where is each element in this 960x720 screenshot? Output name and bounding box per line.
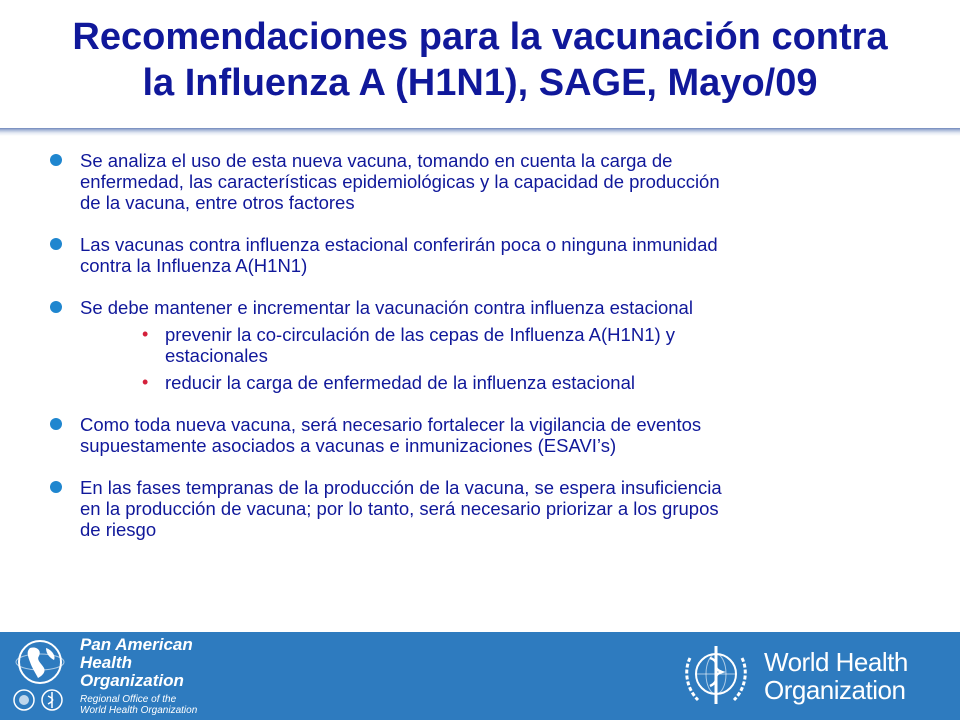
footer-bar	[0, 632, 960, 720]
bullet-line: supuestamente asociados a vacunas e inmunizaciones (ESAVI’s)	[80, 435, 617, 456]
who-name: World Health Organization	[764, 647, 908, 705]
bullet-dot	[50, 418, 62, 430]
bullet-dot	[50, 301, 62, 313]
sub-bullet-dot: •	[142, 324, 149, 344]
bullet-dot	[50, 481, 62, 493]
bullet-line: enfermedad, las características epidemiológicas y la capacidad de producción	[80, 171, 720, 192]
bullet-item	[50, 150, 920, 213]
sub-bullet-item	[50, 324, 920, 366]
bullet-line: Como toda nueva vacuna, será necesario fortalecer la vigilancia de eventos	[80, 414, 702, 435]
bullet-item	[50, 234, 920, 276]
paho-subtitle: Regional Office of the World Health Organization	[80, 694, 198, 716]
title-line-2: la Influenza A (H1N1), SAGE, Mayo/09	[142, 62, 818, 104]
bullet-item	[50, 414, 920, 456]
bullet-line: Se analiza el uso de esta nueva vacuna, tomando en cuenta la carga de	[80, 150, 673, 171]
paho-globe-logo-icon	[8, 638, 72, 714]
bullet-line: Se debe mantener e incrementar la vacunación contra influenza estacional	[80, 297, 693, 318]
who-emblem-icon	[676, 638, 756, 714]
bullet-dot	[50, 238, 62, 250]
sub-bullet-line: reducir la carga de enfermedad de la influenza estacional	[165, 372, 635, 393]
bullet-line: Las vacunas contra influenza estacional conferirán poca o ninguna inmunidad	[80, 234, 718, 255]
bullet-item	[50, 477, 920, 540]
bullet-line: En las fases tempranas de la producción de la vacuna, se espera insuficiencia	[80, 477, 722, 498]
bullet-list	[50, 150, 920, 540]
sub-bullet-dot: •	[142, 372, 149, 392]
title-divider	[0, 128, 960, 136]
bullet-line: en la producción de vacuna; por lo tanto, será necesario priorizar a los grupos	[80, 498, 719, 519]
sub-bullet-item	[50, 372, 920, 393]
title-line-1: Recomendaciones para la vacunación contra	[72, 16, 888, 58]
paho-name: Pan American Health Organization	[80, 635, 193, 690]
bullet-line: de la vacuna, entre otros factores	[80, 192, 355, 213]
bullet-line: contra la Influenza A(H1N1)	[80, 255, 308, 276]
sub-bullet-line: estacionales	[165, 345, 268, 366]
sub-bullet-line: prevenir la co-circulación de las cepas de Influenza A(H1N1) y	[165, 324, 676, 345]
bullet-line: de riesgo	[80, 519, 157, 540]
bullet-item	[50, 297, 920, 318]
slide-title	[0, 14, 960, 106]
bullet-dot	[50, 154, 62, 166]
